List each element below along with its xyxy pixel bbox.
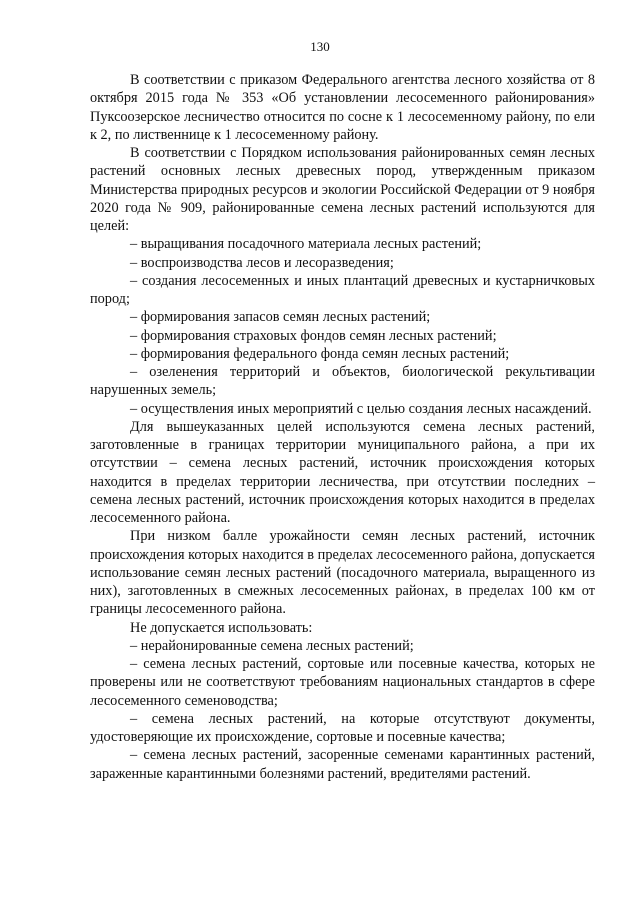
- paragraph-low-yield: При низком балле урожайности семян лесных растений, источник происхождения которых находится в пределах лесосеменного района, допускается использование семян лесных растений (посадочного материала, выращенного из них), заготовленных в смежных лесосеменных районах, в пределах 100 км от границы лесосеменного района.: [90, 528, 595, 618]
- page-number: 130: [310, 39, 330, 54]
- list-item-other-measures: – осуществления иных мероприятий с целью создания лесных насаждений.: [130, 400, 592, 417]
- list-item-insurance-funds: – формирования страховых фондов семян лесных растений;: [130, 327, 497, 344]
- document-body: [90, 71, 595, 783]
- list-item-non-zoned-seeds: – нерайонированные семена лесных растений;: [130, 637, 414, 654]
- list-item-greening: – озеленения территорий и объектов, биологической рекультивации нарушенных земель;: [90, 364, 595, 399]
- list-item-unverified-quality: – семена лесных растений, сортовые или посевные качества, которых не проверены или не соответствуют требованиям национальных стандартов в сфере лесосеменного семеноводства;: [90, 656, 595, 709]
- list-item-no-documents: – семена лесных растений, на которые отсутствуют документы, удостоверяющие их происхождение, сортовые и посевные качества;: [90, 710, 595, 745]
- list-item-plantations: – создания лесосеменных и иных плантаций древесных и кустарничковых пород;: [90, 272, 595, 307]
- list-item-reforestation: – воспроизводства лесов и лесоразведения;: [130, 254, 394, 271]
- paragraph-forest-seed-zoning: В соответствии с приказом Федерального агентства лесного хозяйства от 8 октября 2015 года № 353 «Об установлении лесосеменного районирования» Пуксоозерское лесничество относится по сосне к 1 лесосеменному району, по ели к 2, по лиственнице к 1 лесосеменному району.: [90, 72, 595, 143]
- list-item-seed-stocks: – формирования запасов семян лесных растений;: [130, 309, 431, 326]
- paragraph-not-allowed-heading: Не допускается использовать:: [130, 619, 313, 636]
- paragraph-seed-origin-priority: Для вышеуказанных целей используются семена лесных растений, заготовленные в границах территории муниципального района, а при их отсутствии – семена лесных растений, источник происхождения которых находится в пределах территории лесничества, при отсутствии последних – семена лесных растений, источник происхождения которых находится в пределах лесосеменного района.: [90, 418, 595, 526]
- list-item-federal-fund: – формирования федерального фонда семян лесных растений;: [130, 345, 510, 362]
- paragraph-seed-usage-order: В соответствии с Порядком использования районированных семян лесных растений основных лесных древесных пород, утвержденным приказом Министерства природных ресурсов и экологии Российской Федерации от 9 ноября 2020 года № 909, районированные семена лесных растений используются для целей:: [90, 145, 595, 234]
- list-item-planting-material: – выращивания посадочного материала лесных растений;: [130, 236, 482, 253]
- list-item-contaminated-seeds: – семена лесных растений, засоренные семенами карантинных растений, зараженные карантинными болезнями растений, вредителями растений.: [90, 747, 595, 782]
